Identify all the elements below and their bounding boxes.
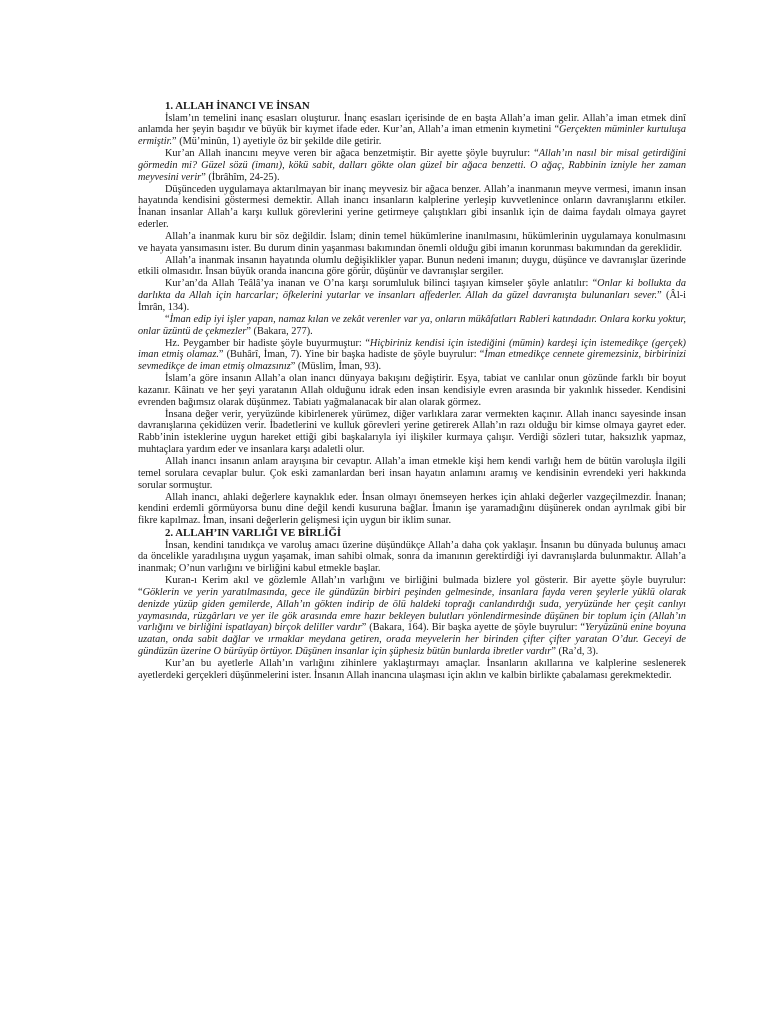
quote-text: Gerçekten müminler kurtuluşa ermiştir. (138, 124, 686, 148)
paragraph (138, 456, 686, 492)
body-text: Kur’an bu ayetlerle Allah’ın varlığını zihinlere yaklaştırmayı amaçlar. İnsanların akıllarına ve kalplerine seslenerek ayetlerdeki gerçekleri düşünmelerini ister. İnsanın Allah inancına ulaşması için aklın ve kalbin birlikte çabalaması gerekmektedir. (138, 657, 686, 681)
body-text: İnsana değer verir, yeryüzünde kibirlenerek yürümez, diğer varlıklara zarar vermekten kaçınır. Allah inancı sayesinde insan davranışlarına çekidüzen verir. İbadetlerini ve kulluk görevleri yerine getirerek Allah’ın razı olduğu bir kimse olmaya gayret eder. Rabb’inin isteklerine uygun hareket ettiği gibi başkalarıyla iyi ilişkiler kurmaya çalışır. Verdiği sözleri tutar, haksızlık yapmaz, muhtaçlara yardım eder ve insanlara karşı adaletli olur. (138, 408, 686, 456)
paragraph (138, 255, 686, 279)
quote-text: Allah’ın nasıl bir misal getirdiğini görmedin mi? Güzel sözü (imanı), kökü sabit, dalları gökte olan güzel bir ağaca benzetti. O ağaç, Rabbinin izniyle her zaman meyvesini verir (138, 148, 686, 183)
body-text: ” (Âl-i İmrân, 134). (138, 290, 686, 313)
body-text: Allah inancı, ahlaki değerlere kaynaklık eder. İnsan olmayı önemseyen herkes için ahlaki değerler vazgeçilmezdir. İnanan; kendini erdemli görmüyorsa bunu dine değil kendi kusuruna bağlar. İmanın işe yaramadığını düşünerek ondan ayrılmak gibi bir fikre kapılmaz. İman, insani değerlerin gelişmesi için uygun bir iklim sunar. (138, 491, 686, 527)
body-text: Allah inancı insanın anlam arayışına bir cevaptır. Allah’a iman etmekle kişi hem kendi varlığı hem de bütün varoluşla ilgili temel sorulara cevaplar bulur. Çok eski zamanlardan beri insan hayatın anlamını aramış ve kendisinin evrendeki yeri hakkında sorular sormuştur. (138, 455, 686, 491)
paragraph (138, 540, 686, 576)
body-text: ” (Bakara, 164). Bir başka ayette de şöyle buyrulur: “ (361, 622, 585, 634)
body-text: ” (Bakara, 277). (246, 325, 313, 337)
paragraph (138, 184, 686, 231)
quote-text: Yeryüzünü enine boyuna uzatan, onda sabit dağlar ve ırmaklar meydana getiren, orada meyvelerin her birinden çifter çifter yaratan O’dur. Geceyi de gündüzün üzerine O bürüyüp örtüyor. Düşünen insanlar için şüphesiz bütün bunlarda ibretler vardır (138, 622, 686, 658)
body-text: ” (Buhârî, İman, 7). Yine bir başka hadiste de şöyle buyrulur: “ (218, 349, 485, 361)
body-text: İslam’a göre insanın Allah’a olan inancı dünyaya bakışını değiştirir. Eşya, tabiat ve canlılar onun gözünde farklı bir boyut kazanır. Kâinatı ve her şeyi yaratanın Allah olduğunu idrak eden insan kendisiyle evren arasında bir yakınlık hisseder. Kendisini evrenden bağımsız olarak düşünmez. Tabiatı yağmalanacak bir alan olarak görmez. (138, 373, 686, 408)
paragraph (138, 575, 686, 658)
quote-text: Göklerin ve yerin yaratılmasında, gece ile gündüzün birbiri peşinden gelmesinde, insanlara fayda veren şeylerle yüklü olarak denizde yüzüp giden gemilerde, Allah’ın gökten indirip de ölü haldeki toprağı canlandırdığı suda, yeryüzünde her çeşit canlıyı yaymasında, rüzgârları ve yer ile gök arasında emre hazır bekleyen bulutları yönlendirmesinde düşünen bir toplum için (Allah’ın varlığını ve birliğini ispatlayan) birçok deliller vardır (138, 586, 686, 634)
body-text: Kur’an’da Allah Teâlâ’ya inanan ve O’na karşı sorumluluk bilinci taşıyan kimseler şöyle anlatılır: “ (165, 278, 598, 290)
body-text: Hz. Peygamber bir hadiste şöyle buyurmuştur: “ (165, 337, 370, 349)
paragraph (138, 492, 686, 528)
paragraph (138, 113, 686, 149)
body-text: “ (165, 313, 170, 325)
body-text: ” (Mü’minûn, 1) ayetiyle öz bir şekilde dile getirir. (172, 136, 382, 148)
paragraph (138, 338, 686, 374)
body-text: Kur’an Allah inancını meyve veren bir ağaca benzetmiştir. Bir ayette şöyle buyrulur: “ (165, 148, 539, 160)
body-text: ” (Ra’d, 3). (551, 646, 599, 658)
quote-text: Onlar ki bollukta da darlıkta da Allah için harcarlar; öfkelerini yutarlar ve insanları affederler. Allah da güzel davranışta bulunanları sever. (138, 278, 686, 302)
paragraph (138, 314, 686, 338)
quote-text: Hiçbiriniz kendisi için istediğini (mümin) kardeşi için istemedikçe (gerçek) iman etmiş olamaz. (138, 337, 686, 361)
paragraph (138, 373, 686, 409)
paragraph (138, 658, 686, 682)
body-text: Allah’a inanmak insanın hayatında olumlu değişiklikler yapar. Bunun nedeni imanın; duygu, düşünce ve davranışlar üzerinde etkili olmasıdır. İnsan büyük oranda inancına göre görür, düşünür ve davranışlar sergiler. (138, 254, 686, 278)
section-heading: 1. ALLAH İNANCI VE İNSAN (165, 100, 310, 112)
body-text: İnsan, kendini tanıdıkça ve varoluş amacı üzerine düşündükçe Allah’a daha çok yaklaşır. İnsanın bu dünyada bulunuş amacı da öncelikle yaradılışına uygun yaşamak, iman sahibi olmak, sonra da imanının gerektirdiği iyi davranışlarda bulunmaktır. Allah’a inanmak; O’nun varlığını ve birliğini kabul etmekle başlar. (138, 539, 686, 575)
body-text: Allah’a inanmak kuru bir söz değildir. İslam; dinin temel hükümlerine inanılmasını, hükümlerinin uygulamaya konulmasını ve hayata yansımasını ister. Bu durum dinin yaşanması bakımından önemli olduğu gibi imanın korunması bakımından da gereklidir. (138, 230, 686, 254)
paragraph (138, 278, 686, 314)
body-text: ” (Müslim, İman, 93). (290, 361, 382, 373)
body-text: İslam’ın temelini inanç esasları oluşturur. İnanç esasları içerisinde de en başta Allah’a iman gelir. Allah’a iman etmek dinî anlamda her şeyin başıdır ve büyük bir kıymet ifade eder. Kur’an, Allah’a iman etmenin kıymetini “ (138, 112, 686, 136)
paragraph (138, 409, 686, 456)
paragraph (138, 148, 686, 184)
section-heading: 2. ALLAH’IN VARLIĞI VE BİRLİĞİ (165, 527, 342, 540)
body-text: Kuran-ı Kerim akıl ve gözlemle Allah’ın varlığını ve birliğini bulmada bizlere yol gösterir. Bir ayette şöyle buyrulur: “ (138, 575, 686, 598)
document-body (138, 100, 686, 682)
body-text: Düşünceden uygulamaya aktarılmayan bir inanç meyvesiz bir ağaca benzer. Allah’a inanmanın meyve vermesi, imanın insan hayatında kendisini göstermesi demektir. Allah inancı insanların kalplerine yerleşip kuvvetlenince onların davranışlarını etkiler. İnanan insanlar Allah’a karşı kulluk görevlerini yerine getirmeye çalıştıkları gibi insanlık için de daima faydalı olmaya gayret ederler. (138, 183, 686, 231)
paragraph (138, 231, 686, 255)
body-text: ” (İbrâhîm, 24-25). (201, 171, 280, 183)
quote-text: İman edip iyi işler yapan, namaz kılan ve zekât verenler var ya, onların mükâfatları Rableri katındadır. Onlara korku yoktur, onlar üzüntü de çekmezler (138, 313, 686, 337)
quote-text: İman etmedikçe cennete giremezsiniz, birbirinizi sevmedikçe de iman etmiş olmazsınız (138, 349, 686, 373)
